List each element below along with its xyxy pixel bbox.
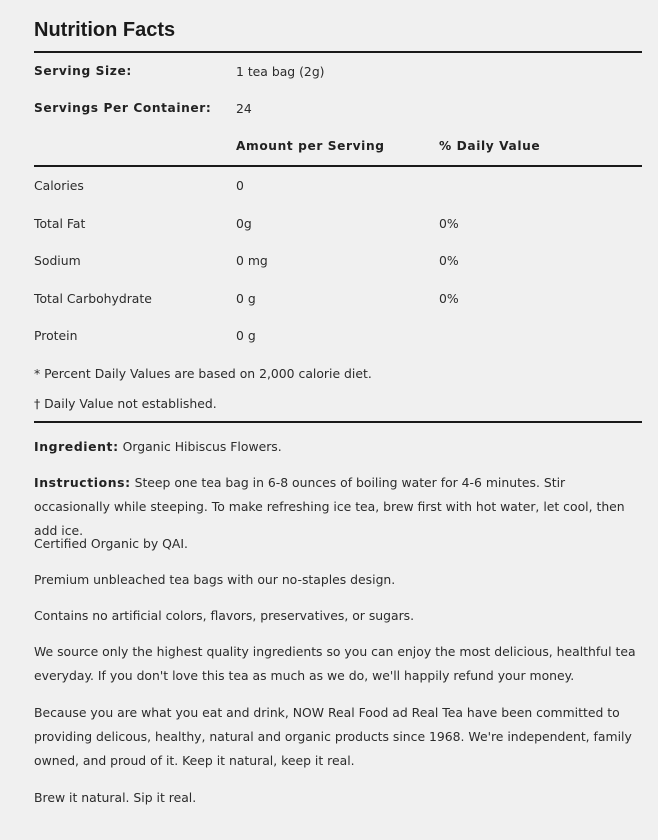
daily-value-header: % Daily Value (439, 139, 541, 153)
dagger-footnote: † Daily Value not established. (34, 396, 217, 411)
amount-header: Amount per Serving (236, 139, 385, 153)
nutrient-daily: 0% (439, 253, 459, 268)
servings-per-container-value: 24 (236, 101, 252, 116)
nutrient-daily: 0% (439, 216, 459, 231)
nutrient-name: Total Fat (34, 216, 86, 231)
tagline: Brew it natural. Sip it real. (34, 790, 197, 805)
nutrient-amount: 0 g (236, 291, 256, 306)
serving-size-label: Serving Size: (34, 64, 132, 78)
nutrient-amount: 0 g (236, 328, 256, 343)
nutrient-name: Sodium (34, 253, 81, 268)
nutrient-amount: 0g (236, 216, 252, 231)
nutrient-name: Calories (34, 178, 84, 193)
nutrient-amount: 0 (236, 178, 244, 193)
table-header-divider (34, 165, 642, 167)
nutrient-name: Total Carbohydrate (34, 291, 152, 306)
instructions-label: Instructions: (34, 475, 131, 490)
no-artificial-note: Contains no artificial colors, flavors, preservatives, or sugars. (34, 608, 415, 623)
quality-guarantee: We source only the highest quality ingredients so you can enjoy the most delicious, healthful tea everyday. If you don't love this tea as much as we do, we'll happily refund your money. (34, 644, 636, 683)
organic-certification: Certified Organic by QAI. (34, 536, 188, 551)
ingredient-text: Organic Hibiscus Flowers. (118, 439, 282, 454)
tea-bag-note: Premium unbleached tea bags with our no-staples design. (34, 572, 396, 587)
nutrient-daily: 0% (439, 291, 459, 306)
servings-per-container-label: Servings Per Container: (34, 101, 212, 115)
serving-size-value: 1 tea bag (2g) (236, 64, 325, 79)
page-title: Nutrition Facts (34, 19, 176, 41)
footnote-divider (34, 421, 642, 423)
company-statement: Because you are what you eat and drink, NOW Real Food ad Real Tea have been committed to providing delicous, healthy, natural and organic products since 1968. We're independent, family owned, and proud of it. Keep it natural, keep it real. (34, 705, 632, 768)
ingredient-line (34, 435, 644, 459)
nutrient-amount: 0 mg (236, 253, 268, 268)
title-divider (34, 51, 642, 53)
ingredient-label: Ingredient: (34, 439, 119, 454)
instructions-text: Steep one tea bag in 6-8 ounces of boiling water for 4-6 minutes. Stir occasionally while steeping. To make refreshing ice tea, brew first with hot water, let cool, then add ice. (34, 475, 625, 538)
nutrient-name: Protein (34, 328, 78, 343)
percent-footnote: * Percent Daily Values are based on 2,000 calorie diet. (34, 366, 372, 381)
